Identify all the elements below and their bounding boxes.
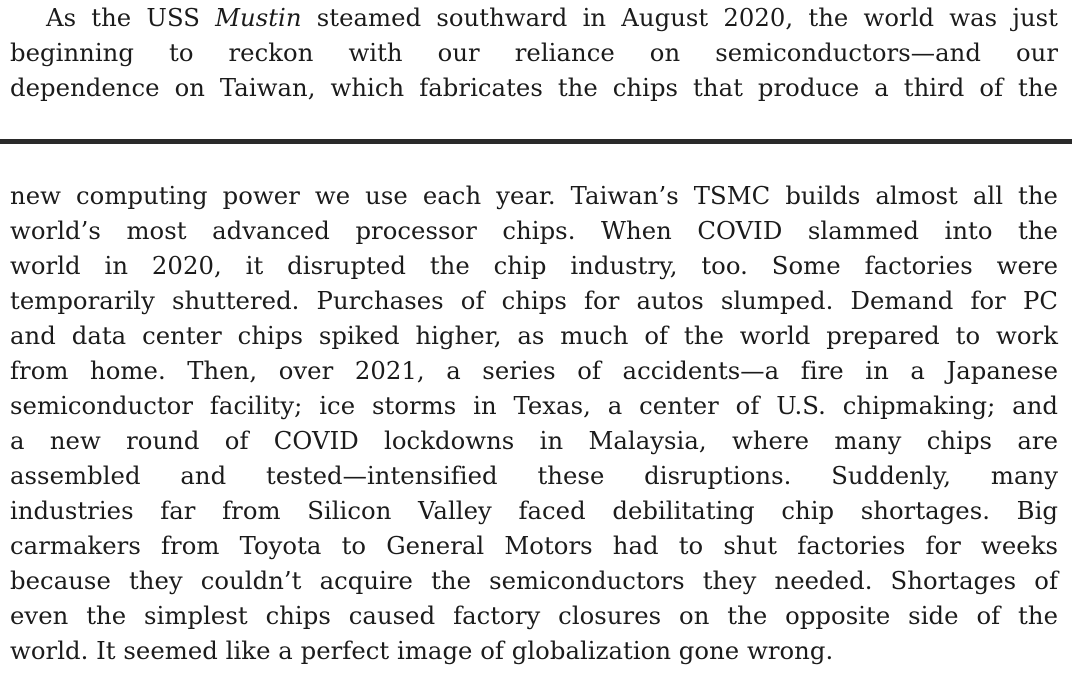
text-line: world in 2020, it disrupted the chip industry, too. Some factories were [10,251,1058,280]
text-line: even the simplest chips caused factory closures on the opposite side of the [10,601,1058,630]
text-line: semiconductor facility; ice storms in Texas, a center of U.S. chipmaking; and [10,391,1058,420]
page-divider [0,139,1072,144]
text-line: a new round of COVID lockdowns in Malaysia, where many chips are [10,426,1058,455]
text-line: new computing power we use each year. Taiwan’s TSMC builds almost all the [10,181,1058,210]
text-span: steamed southward in August 2020, the world was just [301,3,1058,32]
ship-name-italic: Mustin [215,3,302,32]
text-line: world’s most advanced processor chips. When COVID slammed into the [10,216,1058,245]
bottom-page-fragment [10,178,1058,668]
text-line: dependence on Taiwan, which fabricates the chips that produce a third of the [10,73,1058,102]
text-line: world. It seemed like a perfect image of globalization gone wrong. [10,636,834,665]
text-span: As the USS [46,3,216,32]
text-line: assembled and tested—intensified these disruptions. Suddenly, many [10,461,1058,490]
text-line: because they couldn’t acquire the semiconductors they needed. Shortages of [10,566,1058,595]
top-page-fragment [10,0,1058,105]
text-line: temporarily shuttered. Purchases of chips for autos slumped. Demand for PC [10,286,1058,315]
body-paragraph [10,178,1058,668]
text-line: from home. Then, over 2021, a series of accidents—a fire in a Japanese [10,356,1058,385]
top-paragraph [10,0,1058,105]
text-line: industries far from Silicon Valley faced debilitating chip shortages. Big [10,496,1058,525]
text-line: and data center chips spiked higher, as much of the world prepared to work [10,321,1058,350]
text-line: carmakers from Toyota to General Motors had to shut factories for weeks [10,531,1058,560]
text-line [10,0,1058,35]
text-line: beginning to reckon with our reliance on semiconductors—and our [10,38,1058,67]
